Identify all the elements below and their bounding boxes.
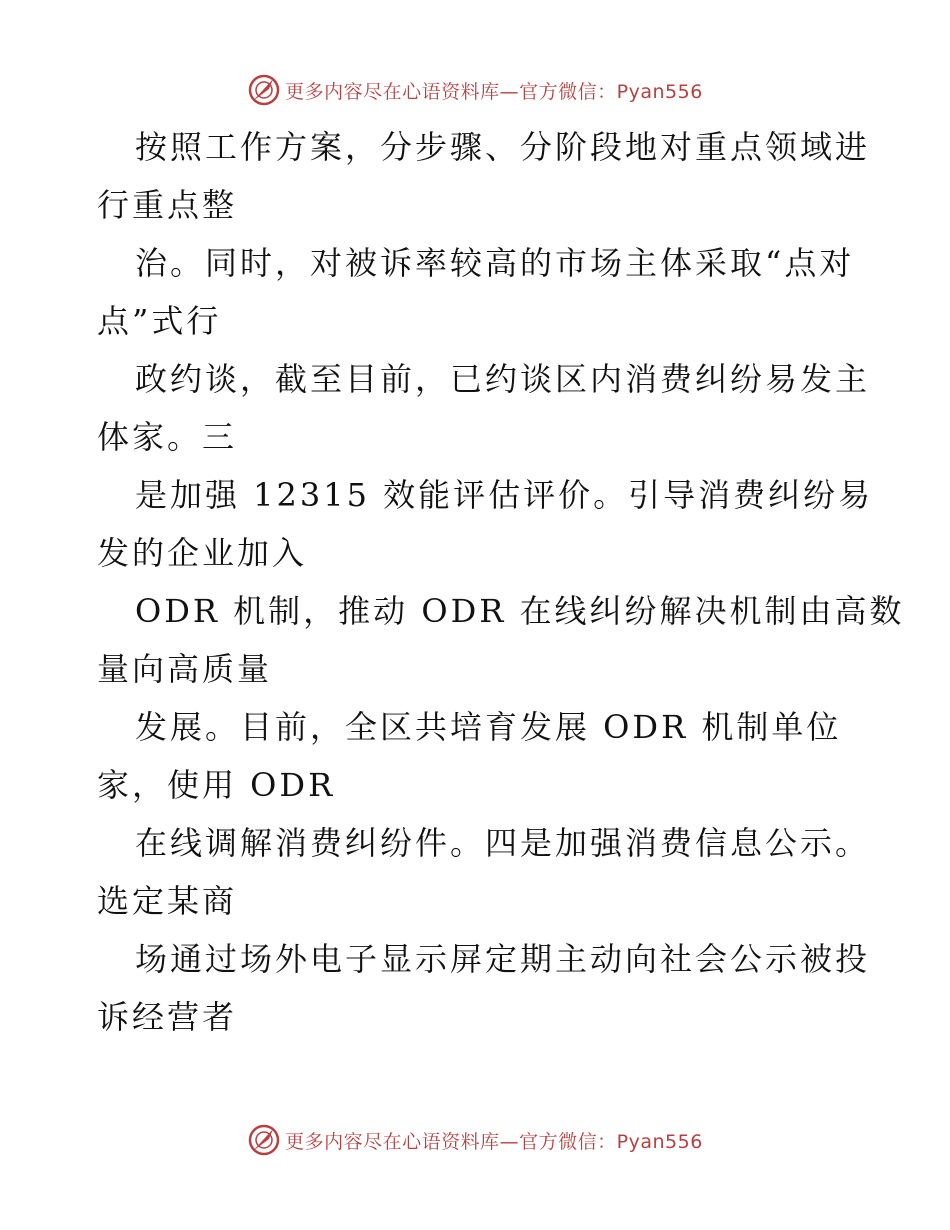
text-line: 在线调解消费纠纷件。四是加强消费信息公示。 [135,824,871,862]
text-line: 按照工作方案，分步骤、分阶段地对重点领域进 [135,128,871,166]
text-line: 治。同时，对被诉率较高的市场主体采取“点对 [135,244,855,282]
footer-watermark [0,1120,950,1160]
watermark-text: 更多内容尽在心语资料库—官方微信：Pyan556 [285,80,703,103]
text-line: 诉经营者 [97,998,238,1036]
text-line: 政约谈，截至目前，已约谈区内消费纠纷易发主 [135,360,871,398]
text-line: 选定某商 [97,882,238,920]
header-watermark [0,70,950,110]
text-line: 量向高质量 [97,650,273,688]
text-line: 体家。三 [97,418,238,456]
text-line: 家，使用 ODR [97,766,336,804]
watermark-text: 更多内容尽在心语资料库—官方微信：Pyan556 [285,1130,703,1153]
text-line: 场通过场外电子显示屏定期主动向社会公示被投 [135,940,871,978]
text-line: 是加强 12315 效能评估评价。引导消费纠纷易 [135,476,874,514]
text-line: 行重点整 [97,186,238,224]
text-line: 点”式行 [97,302,222,340]
text-line: 发展。目前，全区共培育发展 ODR 机制单位 [135,708,842,746]
text-line: 发的企业加入 [97,534,308,572]
document-body [97,118,905,1046]
text-line: ODR 机制，推动 ODR 在线纠纷解决机制由高数 [135,592,905,630]
quill-logo-icon [247,73,281,107]
quill-logo-icon [247,1123,281,1157]
